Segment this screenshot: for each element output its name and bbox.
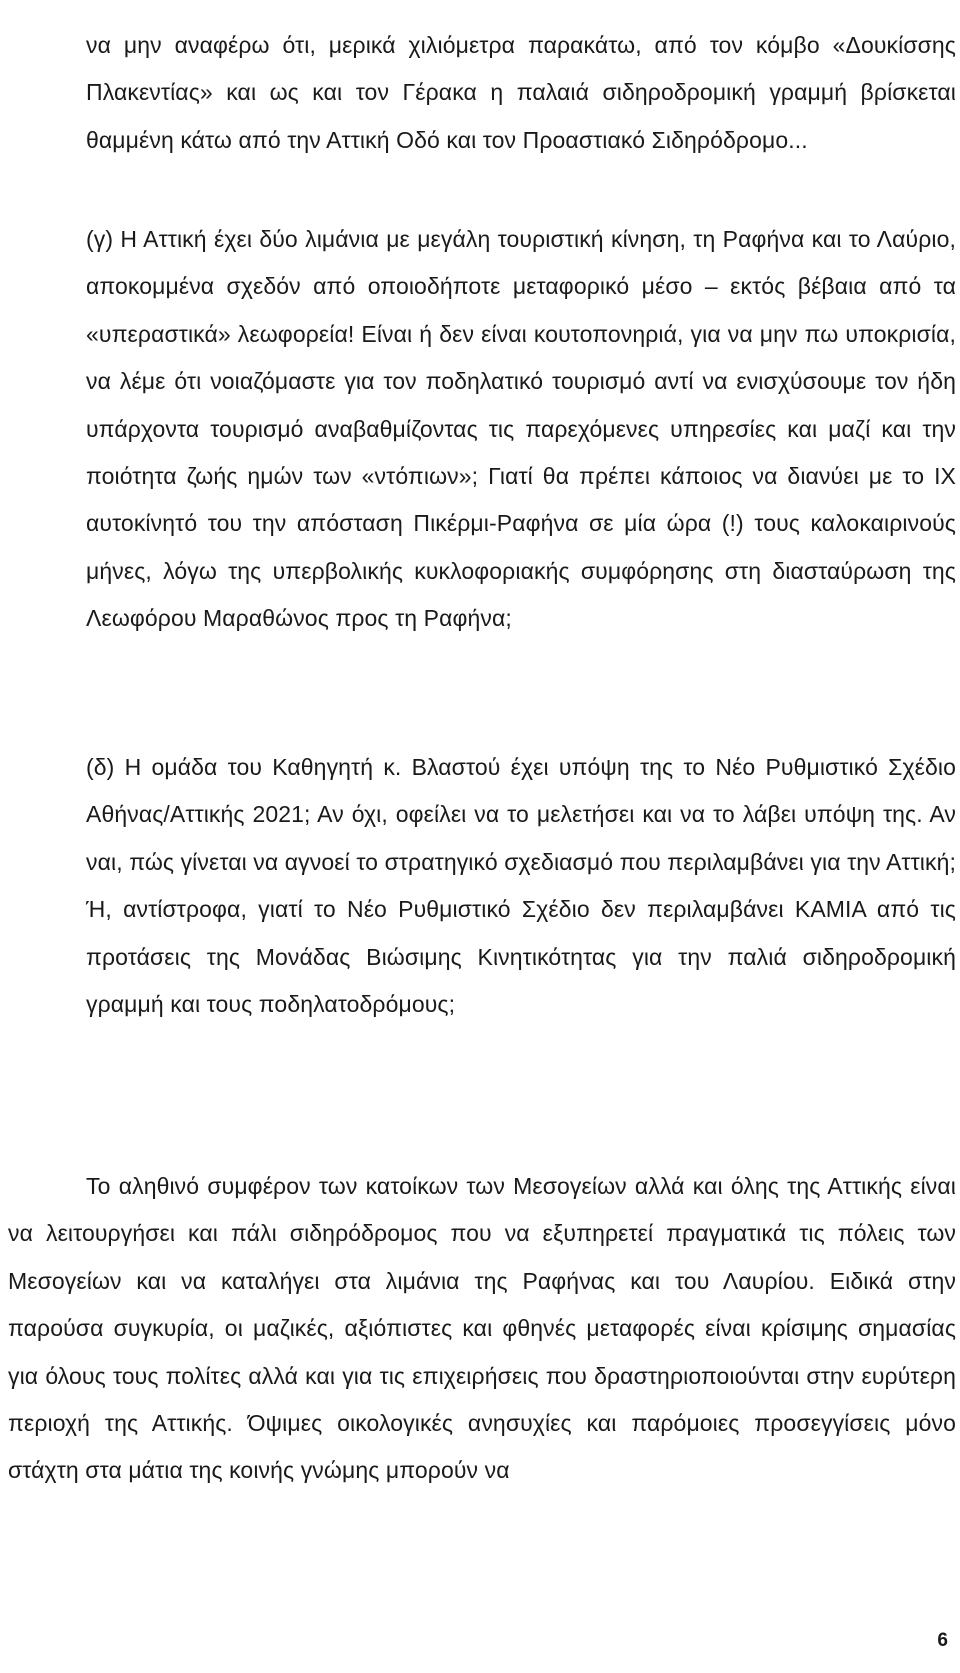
paragraph-main-body: Το αληθινό συμφέρον των κατοίκων των Μεσογείων αλλά και όλης της Αττικής είναι να λειτουργήσει και πάλι σιδηρόδρομος που να εξυπηρετεί πραγματικά τις πόλεις των Μεσογείων και να καταλήγει στα λιμάνια της Ραφήνας και του Λαυρίου. Ειδικά στην παρούσα συγκυρία, οι μαζικές, αξιόπιστες και φθηνές μεταφορές είναι κρίσιμης σημασίας για όλους τους πολίτες αλλά και για τις επιχειρήσεις που δραστηριοποιούνται στην ευρύτερη περιοχή της Αττικής. Όψιμες οικολογικές ανησυχίες και παρόμοιες προσεγγίσεις μόνο στάχτη στα μάτια της κοινής γνώμης μπορούν να bbox=[8, 1173, 956, 1484]
paragraph-item-gamma: (γ) Η Αττική έχει δύο λιμάνια με μεγάλη τουριστική κίνηση, τη Ραφήνα και το Λαύριο, αποκομμένα σχεδόν από οποιοδήποτε μεταφορικό μέσο – εκτός βέβαια από τα «υπεραστικά» λεωφορεία! Είναι ή δεν είναι κουτοπονηριά, για να μην πω υποκρισία, να λέμε ότι νοιαζόμαστε για τον ποδηλατικό τουρισμό αντί να ενισχύσουμε τον ήδη υπάρχοντα τουρισμό αναβαθμίζοντας τις παρεχόμενες υπηρεσίες και μαζί και την ποιότητα ζωής ημών των «ντόπιων»; Γιατί θα πρέπει κάποιος να διανύει με το ΙΧ αυτοκίνητό του την απόσταση Πικέρμι-Ραφήνα σε μία ώρα (!) τους καλοκαιρινούς μήνες, λόγω της υπερβολικής κυκλοφοριακής συμφόρησης στη διασταύρωση της Λεωφόρου Μαραθώνος προς τη Ραφήνα; bbox=[86, 226, 956, 632]
page-number: 6 bbox=[937, 1630, 948, 1651]
paragraph-continuation: να μην αναφέρω ότι, μερικά χιλιόμετρα παρακάτω, από τον κόμβο «Δουκίσσης Πλακεντίας» και ως και τον Γέρακα η παλαιά σιδηροδρομική γραμμή βρίσκεται θαμμένη κάτω από την Αττική Οδό και τον Προαστιακό Σιδηρόδρομο... bbox=[86, 32, 956, 153]
paragraph-item-delta: (δ) Η ομάδα του Καθηγητή κ. Βλαστού έχει υπόψη της το Νέο Ρυθμιστικό Σχέδιο Αθήνας/Αττικής 2021; Αν όχι, οφείλει να το μελετήσει και να το λάβει υπόψη της. Αν ναι, πώς γίνεται να αγνοεί το στρατηγικό σχεδιασμό που περιλαμβάνει για την Αττική; Ή, αντίστροφα, γιατί το Νέο Ρυθμιστικό Σχέδιο δεν περιλαμβάνει ΚΑΜΙΑ από τις προτάσεις της Μονάδας Βιώσιμης Κινητικότητας για την παλιά σιδηροδρομική γραμμή και τους ποδηλατοδρόμους; bbox=[86, 754, 956, 1018]
